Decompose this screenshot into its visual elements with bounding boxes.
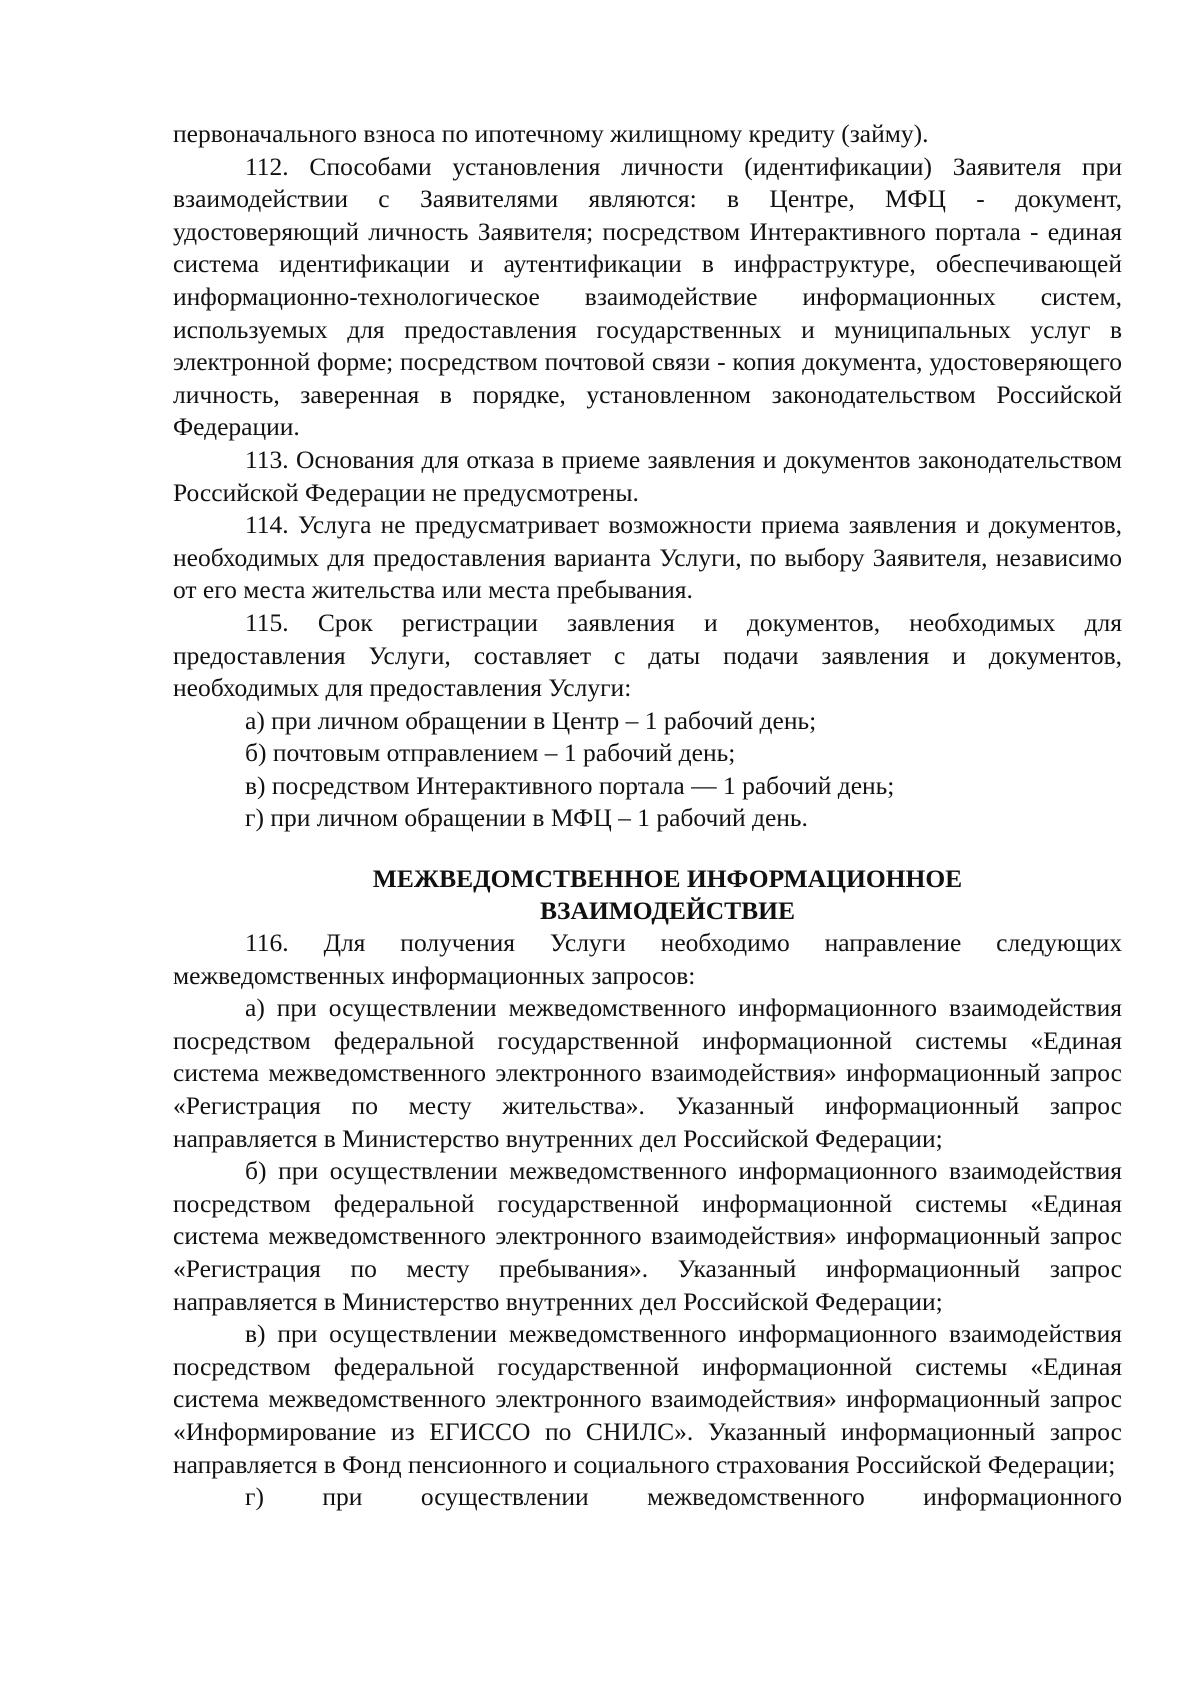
list-item-v: в) посредством Интерактивного портала — 1 рабочий день; [245,770,895,800]
paragraph-116: 116. Для получения Услуги необходимо направление следующих межведомственных информационных запросов: [173,928,1122,990]
paragraph-114: 114. Услуга не предусматривает возможности приема заявления и документов, необходимых для предоставления варианта Услуги, по выбору Заявителя, независимо от его места жительства или места пребывания. [173,510,1122,605]
section-heading-line1: МЕЖВЕДОМСТВЕННОЕ ИНФОРМАЦИОННОЕ [372,864,963,894]
paragraph-112: 112. Способами установления личности (идентификации) Заявителя при взаимодействии с Заявителями являются: в Центре, МФЦ - документ, удостоверяющий личность Заявителя; посредством Интерактивного портала - единая система идентификации и аутентификации в инфраструктуре, обеспечивающей информационно-технологическое взаимодействие информационных систем, используемых для предоставления государственных и муниципальных услуг в электронной форме; посредством почтовой связи - копия документа, удостоверяющего личность, заверенная в порядке, установленном законодательством Российской Федерации. [173,151,1122,442]
section-heading-line2: ВЗАИМОДЕЙСТВИЕ [539,896,795,926]
paragraph-116-b: б) при осуществлении межведомственного информационного взаимодействия посредством федеральной государственной информационной системы «Единая система межведомственного электронного взаимодействия» информационный запрос «Регистрация по месту пребывания». Указанный информационный запрос направляется в Министерство внутренних дел Российской Федерации; [173,1156,1122,1316]
list-item-a: а) при личном обращении в Центр – 1 рабочий день; [245,705,817,735]
paragraph-continuation: первоначального взноса по ипотечному жилищному кредиту (займу). [173,119,929,148]
paragraph-116-g: г) при осуществлении межведомственного информационного [245,1482,1122,1512]
document-page [173,118,1122,1514]
section-heading [173,863,1122,927]
list-item-g: г) при личном обращении в МФЦ – 1 рабочий день. [245,803,808,833]
paragraph-113: 113. Основания для отказа в приеме заявления и документов законодательством Российской Федерации не предусмотрены. [173,444,1122,507]
list-item-b: б) почтовым отправлением – 1 рабочий день; [245,738,736,768]
paragraph-116-v: в) при осуществлении межведомственного информационного взаимодействия посредством федеральной государственной информационной системы «Единая система межведомственного электронного взаимодействия» информационный запрос «Информирование из ЕГИССО по СНИЛС». Указанный информационный запрос направляется в Фонд пенсионного и социального страхования Российской Федерации; [173,1319,1122,1479]
paragraph-116-a: а) при осуществлении межведомственного информационного взаимодействия посредством федеральной государственной информационной системы «Единая система межведомственного электронного взаимодействия» информационный запрос «Регистрация по месту жительства». Указанный информационный запрос направляется в Министерство внутренних дел Российской Федерации; [173,993,1122,1153]
paragraph-115: 115. Срок регистрации заявления и документов, необходимых для предоставления Услуги, составляет с даты подачи заявления и документов, необходимых для предоставления Услуги: [173,607,1122,703]
